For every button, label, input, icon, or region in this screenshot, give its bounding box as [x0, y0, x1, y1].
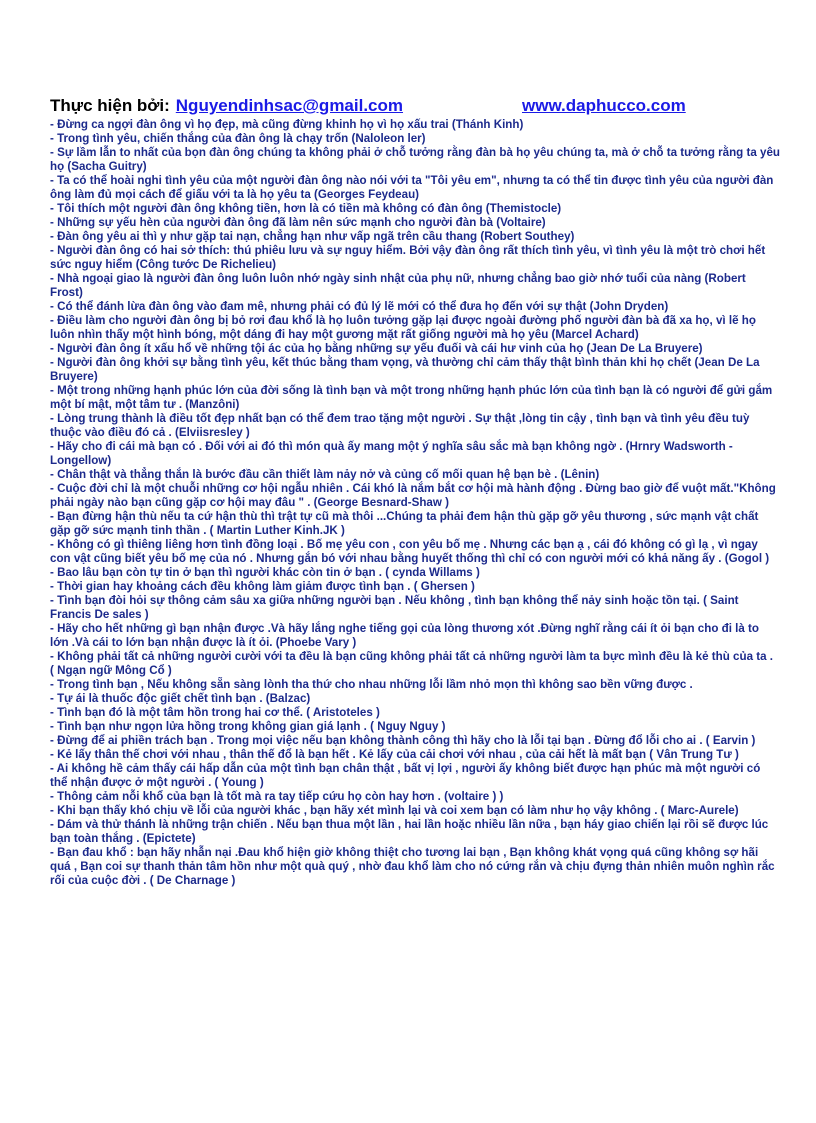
quote-item: - Người đàn ông khởi sự bằng tình yêu, kết thúc bằng tham vọng, và thường chỉ cảm thấy thật bình thản khi họ chết (Jean De La Bruyere)	[50, 356, 760, 383]
quote-item: - Tôi thích một người đàn ông không tiền, hơn là có tiền mà không có đàn ông (Themistocle)	[50, 202, 562, 215]
quote-item: - Bạn đừng hận thù nếu ta cứ hận thù thì trật tự cũ mà thôi ...Chúng ta phải đem hận thù gặp gỡ yêu thương , sức mạnh vật chất gặp gỡ sức mạnh tinh thần . ( Martin Luther Kinh.JK )	[50, 510, 759, 537]
quote-item: - Thời gian hay khoảng cách đều không làm giảm được tình bạn . ( Ghersen )	[50, 580, 475, 593]
quote-item: - Ta có thể hoài nghi tình yêu của một người đàn ông nào nói với ta "Tôi yêu em", nhưng ta có thể tin được tình yêu của người đàn ông làm đủ mọi cách để giấu với ta là họ yêu ta (Georges Feydeau)	[50, 174, 774, 201]
quote-item: - Dám và thử thánh là những trận chiến . Nếu bạn thua một lần , hai lần hoặc nhiều lần nữa , bạn háy giao chiến lại rồi sẽ được lúc bạn toàn thắng . (Epictete)	[50, 818, 769, 845]
author-email-link[interactable]: Nguyendinhsac@gmail.com	[175, 96, 404, 115]
quote-item: - Tự ái là thuốc độc giết chết tình bạn . (Balzac)	[50, 692, 311, 705]
quote-item: - Sự lầm lẫn to nhất của bọn đàn ông chúng ta không phải ở chỗ tưởng rằng đàn bà họ yêu chúng ta, mà ở chỗ ta tưởng rằng ta yêu họ (Sacha Guitry)	[50, 146, 780, 173]
quote-item: - Tình bạn đòi hỏi sự thông cảm sâu xa giữa những người bạn . Nếu không , tình bạn không thể nảy sinh hoặc tồn tại. ( Saint Francis De sales )	[50, 594, 739, 621]
quote-item: - Không có gì thiêng liêng hơn tình đồng loại . Bố mẹ yêu con , con yêu bố mẹ . Nhưng các bạn ạ , cái đó không có gì lạ , vì ngay con vật cũng biết yêu bố mẹ của nó . Nhưng gắn bó với nhau bằng huyết thống thì chỉ có con người mới có khả năng ấy . (Gogol )	[50, 538, 770, 565]
quote-item: - Cuộc đời chỉ là một chuỗi những cơ hội ngẫu nhiên . Cái khó là nắm bắt cơ hội mà hành động . Đừng bao giờ để vuột mất."Không phải ngày nào bạn cũng gặp cơ hội may đâu " . (George Besnard-Shaw )	[50, 482, 776, 509]
quote-item: - Người đàn ông ít xấu hổ về những tội ác của họ bằng những sự yếu đuối và cái hư vinh của họ (Jean De La Bruyere)	[50, 342, 703, 355]
quote-item: - Những sự yếu hèn của người đàn ông đã làm nên sức mạnh cho người đàn bà (Voltaire)	[50, 216, 546, 229]
document-page	[50, 96, 780, 888]
quote-item: - Trong tình bạn , Nếu không sẵn sàng lònh tha thứ cho nhau những lỗi lầm nhỏ mọn thì không sao bền vững được .	[50, 678, 693, 691]
quote-item: - Tình bạn đó là một tâm hồn trong hai cơ thể. ( Aristoteles )	[50, 706, 380, 719]
quote-item: - Nhà ngoại giao là người đàn ông luôn luôn nhớ ngày sinh nhật của phụ nữ, nhưng chẳng bao giờ nhớ tuổi của nàng (Robert Frost)	[50, 272, 746, 299]
quote-item: - Đừng để ai phiền trách bạn . Trong mọi việc nếu bạn không thành công thì hãy cho là lỗi tại bạn . Đừng đổ lỗi cho ai . ( Earvin )	[50, 734, 756, 747]
quote-item: - Thông cảm nỗi khổ của bạn là tốt mà ra tay tiếp cứu họ còn hay hơn . (voltaire ) )	[50, 790, 504, 803]
quote-item: - Ai không hề cảm thấy cái hấp dẫn của một tình bạn chân thật , bất vị lợi , người ấy không biết được hạn phúc mà một người có thể nhận được ở một người . ( Young )	[50, 762, 761, 789]
author-label: Thực hiện bởi:	[50, 96, 170, 115]
quote-item: - Hãy cho hết những gì bạn nhận được .Và hãy lắng nghe tiếng gọi của lòng thương xót .Đừng nghĩ rằng cái ít ỏi bạn cho đi là to lớn .Và cái to lớn bạn nhận được là ít ỏi. (Phoebe Vary )	[50, 622, 759, 649]
quote-item: - Trong tình yêu, chiến thắng của đàn ông là chạy trốn (Naloleon ler)	[50, 132, 426, 145]
quote-item: - Khi bạn thấy khó chịu về lỗi của người khác , bạn hãy xét mình lại và coi xem bạn có làm như họ vậy không . ( Marc-Aurele)	[50, 804, 739, 817]
quote-item: - Không phải tất cả những người cười với ta đều là bạn cũng không phải tất cả những người làm ta bực mình đều là kẻ thù của ta . ( Ngạn ngữ Mông Cổ )	[50, 650, 773, 677]
quote-item: - Tình bạn như ngọn lửa hồng trong không gian giá lạnh . ( Nguy Nguy )	[50, 720, 446, 733]
quote-item: - Lòng trung thành là điều tốt đẹp nhất bạn có thể đem trao tặng một người . Sự thật ,lòng tin cậy , tình bạn và tình yêu đều tuỳ thuộc vào điều đó cả . (Elviisresley )	[50, 412, 750, 439]
quote-list	[50, 118, 780, 888]
quote-item: - Hãy cho đi cái mà bạn có . Đối với ai đó thì món quà ấy mang một ý nghĩa sâu sắc mà bạn không ngờ . (Hrnry Wadsworth - Longellow)	[50, 440, 733, 467]
quote-item: - Có thể đánh lừa đàn ông vào đam mê, nhưng phải có đủ lý lẽ mới có thể đưa họ đến với sự thật (John Dryden)	[50, 300, 669, 313]
quote-item: - Một trong những hạnh phúc lớn của đời sống là tình bạn và một trong những hạnh phúc lớn của tình bạn là có người để gửi gắm một bí mật, một tâm tư . (Manzôni)	[50, 384, 773, 411]
quote-item: - Đàn ông yêu ai thì y như gặp tai nạn, chẳng hạn như vấp ngã trên cầu thang (Robert Southey)	[50, 230, 575, 243]
quote-item: - Bao lâu bạn còn tự tin ở bạn thì người khác còn tin ở bạn . ( cynda Willams )	[50, 566, 480, 579]
quote-item: - Đừng ca ngợi đàn ông vì họ đẹp, mà cũng đừng khinh họ vì họ xấu trai (Thánh Kinh)	[50, 118, 524, 131]
page-header	[50, 96, 780, 118]
quote-item: - Kẻ lấy thân thế chơi với nhau , thân thế đổ là bạn hết . Kẻ lấy của cải chơi với nhau , của cải hết là mất bạn ( Vân Trung Tư )	[50, 748, 739, 761]
quote-item: - Chân thật và thẳng thắn là bước đầu cần thiết làm nảy nở và củng cố mối quan hệ bạn bè . (Lênin)	[50, 468, 600, 481]
quote-item: - Người đàn ông có hai sở thích: thú phiêu lưu và sự nguy hiểm. Bởi vậy đàn ông rất thích tình yêu, vì tình yêu là một trò chơi hết sức nguy hiểm (Công tước De Richelieu)	[50, 244, 766, 271]
quote-item: - Bạn đau khổ : bạn hãy nhẫn nại .Đau khổ hiện giờ không thiệt cho tương lai bạn , Bạn không khát vọng quá cũng không sợ hãi quá , Bạn coi sự thanh thản tâm hồn như một quà quý , nhờ đau khổ làm cho nó cứng rắn và chịu đựng thản nhiên muôn nghìn rắc rối của cuộc đời . ( De Charnage )	[50, 846, 775, 887]
quote-item: - Điều làm cho người đàn ông bị bỏ rơi đau khổ là họ luôn tưởng gặp lại được ngoài đường phố người đàn bà đã xa họ, vì lẽ họ luôn nhìn thấy một hình bóng, một dáng đi hay một gương mặt rất giống người mà họ yêu (Marcel Achard)	[50, 314, 756, 341]
website-link[interactable]: www.daphucco.com	[522, 96, 686, 115]
